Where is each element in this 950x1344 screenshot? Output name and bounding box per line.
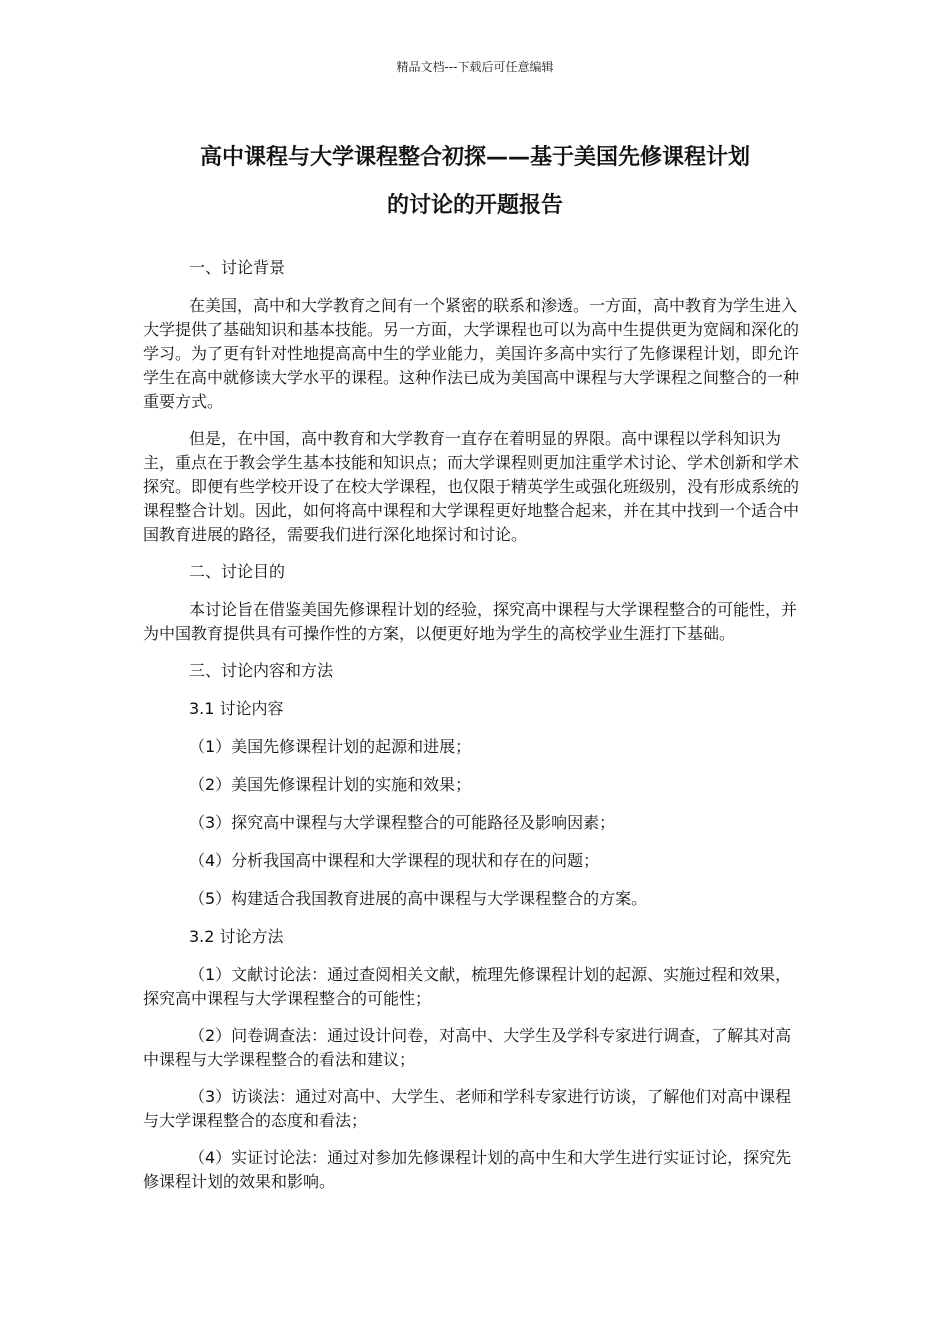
content-item: （5）构建适合我国教育进展的高中课程与大学课程整合的方案。 — [189, 889, 648, 908]
method-item: （1）文献讨论法：通过查阅相关文献，梳理先修课程计划的起源、实施过程和效果，探究高中课程与大学课程整合的可能性； — [143, 965, 792, 1008]
paragraph-background-2: 但是，在中国，高中教育和大学教育一直存在着明显的界限。高中课程以学科知识为主，重点在于教会学生基本技能和知识点；而大学课程则更加注重学术讨论、学术创新和学术探究。即便有些学校开设了在校大学课程，也仅限于精英学生或强化班级别，没有形成系统的课程整合计划。因此，如何将高中课程和大学课程更好地整合起来，并在其中找到一个适合中国教育进展的路径，需要我们进行深化地探讨和讨论。 — [143, 429, 800, 544]
title-line-1: 高中课程与大学课程整合初探——基于美国先修课程计划 — [199, 145, 750, 170]
content-item: （4）分析我国高中课程和大学课程的现状和存在的问题； — [189, 851, 600, 870]
document-title — [145, 134, 805, 230]
paragraph-background-1: 在美国，高中和大学教育之间有一个紧密的联系和渗透。一方面，高中教育为学生进入大学提供了基础知识和基本技能。另一方面，大学课程也可以为高中生提供更为宽阔和深化的学习。为了更有针对性地提高高中生的学业能力，美国许多高中实行了先修课程计划，即允许学生在高中就修读大学水平的课程。这种作法已成为美国高中课程与大学课程之间整合的一种重要方式。 — [143, 296, 800, 411]
subsection-heading-content: 3.1 讨论内容 — [189, 699, 284, 718]
content-item: （2）美国先修课程计划的实施和效果； — [189, 775, 472, 794]
method-item: （4）实证讨论法：通过对参加先修课程计划的高中生和大学生进行实证讨论，探究先修课程计划的效果和影响。 — [143, 1148, 792, 1191]
title-line-2: 的讨论的开题报告 — [386, 193, 563, 218]
subsection-heading-method: 3.2 讨论方法 — [189, 927, 284, 946]
section-heading-purpose: 二、讨论目的 — [189, 562, 286, 581]
document-body — [143, 256, 807, 1207]
page-header: 精品文档---下载后可任意编辑 — [396, 60, 554, 74]
paragraph-purpose: 本讨论旨在借鉴美国先修课程计划的经验，探究高中课程与大学课程整合的可能性，并为中国教育提供具有可操作性的方案，以便更好地为学生的高校学业生涯打下基础。 — [143, 600, 798, 643]
content-item: （1）美国先修课程计划的起源和进展； — [189, 737, 472, 756]
content-item: （3）探究高中课程与大学课程整合的可能路径及影响因素； — [189, 813, 616, 832]
section-heading-background: 一、讨论背景 — [189, 258, 286, 277]
section-heading-content-method: 三、讨论内容和方法 — [189, 661, 334, 680]
method-item: （2）问卷调查法：通过设计问卷，对高中、大学生及学科专家进行调查，了解其对高中课程与大学课程整合的看法和建议； — [143, 1026, 792, 1069]
method-item: （3）访谈法：通过对高中、大学生、老师和学科专家进行访谈，了解他们对高中课程与大学课程整合的态度和看法； — [143, 1087, 792, 1130]
